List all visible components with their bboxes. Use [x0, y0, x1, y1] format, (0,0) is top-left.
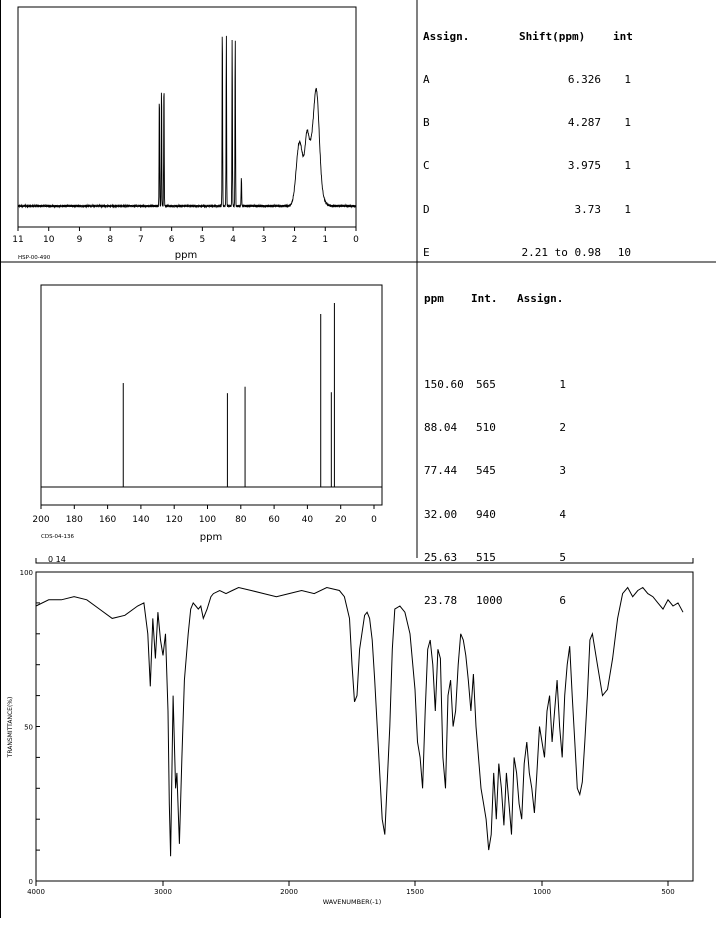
- h-cell: C: [423, 159, 430, 173]
- h-cell: 1: [624, 116, 631, 130]
- c-nmr-code-label: CDS-04-136: [41, 534, 75, 540]
- h-cell: 4.287: [567, 116, 601, 130]
- c-nmr-x-tick-label: 180: [65, 515, 83, 525]
- c-cell: 1000: [476, 593, 503, 607]
- c-nmr-x-tick-label: 60: [268, 515, 280, 525]
- h-nmr-table-header: [423, 30, 633, 44]
- c-nmr-x-axis-label: ppm: [199, 532, 223, 543]
- ir-x-tick-label: 500: [661, 888, 675, 896]
- c-cell: 23.78: [424, 593, 458, 607]
- c-nmr-x-tick-label: 80: [235, 515, 247, 525]
- h-nmr-x-tick-label: 2: [291, 235, 298, 245]
- h-nmr-plot-frame: [18, 7, 356, 227]
- h-cell: 3.73: [574, 202, 601, 216]
- c-nmr-table-row: [424, 378, 566, 392]
- h-nmr-table: [423, 1, 633, 275]
- c-nmr-x-tick-label: 120: [165, 515, 183, 525]
- h-nmr-x-tick-label: 10: [43, 235, 55, 245]
- ir-x-tick-label: 4000: [27, 888, 45, 896]
- c-cell: 3: [559, 464, 566, 478]
- c-col-ppm: ppm: [424, 291, 444, 305]
- ir-x-tick-label: 1500: [406, 888, 424, 896]
- c-nmr-x-tick-label: 100: [198, 515, 217, 525]
- h-cell: E: [423, 245, 430, 259]
- h-nmr-table-row: [423, 159, 633, 173]
- c-nmr-x-tick-label: 20: [334, 515, 347, 525]
- h-nmr-code-label: HSP-00-490: [18, 255, 51, 261]
- h-nmr-x-tick-label: 8: [107, 235, 114, 245]
- ir-y-axis-label: TRANSMITTANCE(%): [7, 696, 14, 758]
- h-cell: 6.326: [567, 73, 601, 87]
- c-cell: 510: [476, 421, 496, 435]
- h-nmr-spectrum-trace: [18, 36, 356, 207]
- c-cell: 1: [559, 377, 566, 391]
- c-cell: 6: [559, 593, 566, 607]
- c-nmr-table-row: [424, 464, 566, 478]
- h-nmr-x-tick-label: 1: [322, 235, 329, 245]
- h-nmr-x-tick-label: 3: [260, 235, 267, 245]
- ir-header-bracket: [36, 558, 693, 563]
- c-cell: 2: [559, 421, 566, 435]
- c-nmr-table-row: [424, 508, 566, 522]
- c-nmr-table: [424, 263, 566, 623]
- ir-y-tick-label: 50: [24, 723, 33, 732]
- c-cell: 545: [476, 464, 496, 478]
- h-cell: A: [423, 73, 430, 87]
- h-cell: D: [423, 202, 430, 216]
- c-nmr-x-tick-label: 40: [301, 515, 314, 525]
- h-nmr-x-tick-label: 5: [199, 235, 206, 245]
- c-nmr-table-row: [424, 421, 566, 435]
- h-nmr-table-row: [423, 246, 633, 260]
- ir-header-text: 0 14: [48, 555, 66, 564]
- h-col-int: int: [613, 29, 633, 43]
- c-cell: 5: [559, 550, 566, 564]
- h-nmr-table-row: [423, 116, 633, 130]
- h-cell: 1: [624, 73, 631, 87]
- h-col-shift: Shift(ppm): [519, 29, 586, 43]
- c-cell: 940: [476, 507, 496, 521]
- ir-x-tick-label: 2000: [280, 888, 298, 896]
- h-cell: 1: [624, 159, 631, 173]
- ir-y-tick-label: 0: [28, 878, 33, 886]
- h-nmr-x-axis-label: ppm: [174, 250, 198, 261]
- c-col-int: Int.: [471, 291, 498, 305]
- c-nmr-table-header: [424, 292, 566, 306]
- ir-spectrum-trace: [36, 588, 683, 857]
- h-nmr-table-row: [423, 203, 633, 217]
- h-nmr-x-tick-label: 9: [76, 235, 83, 245]
- c-nmr-x-tick-label: 0: [371, 515, 377, 525]
- c-nmr-table-row: [424, 594, 566, 608]
- h-cell: 3.975: [567, 159, 601, 173]
- ir-x-axis-label: WAVENUMBER(-1): [322, 898, 382, 906]
- ir-x-tick-label: 3000: [154, 888, 172, 896]
- h-cell: 10: [617, 245, 631, 259]
- c-cell: 565: [476, 377, 496, 391]
- ir-x-tick-label: 1000: [533, 888, 551, 896]
- c-cell: 77.44: [424, 464, 458, 478]
- h-cell: 2.21 to 0.98: [521, 245, 601, 259]
- c-nmr-x-tick-label: 140: [132, 515, 150, 525]
- c-cell: 25.63: [424, 550, 458, 564]
- c-cell: 88.04: [424, 421, 458, 435]
- h-col-assign: Assign.: [423, 29, 470, 43]
- c-cell: 515: [476, 550, 496, 564]
- h-nmr-x-tick-label: 4: [230, 235, 236, 245]
- h-cell: B: [423, 116, 430, 130]
- c-nmr-x-tick-label: 160: [99, 515, 117, 525]
- c-cell: 4: [559, 507, 566, 521]
- c-cell: 32.00: [424, 507, 458, 521]
- h-nmr-x-tick-label: 11: [12, 235, 24, 245]
- h-nmr-x-tick-label: 0: [353, 235, 359, 245]
- c-nmr-x-tick-label: 200: [32, 515, 50, 525]
- h-nmr-table-row: [423, 73, 633, 87]
- c-col-assign: Assign.: [517, 291, 564, 305]
- h-nmr-x-tick-label: 6: [168, 235, 175, 245]
- c-cell: 150.60: [424, 377, 464, 391]
- h-cell: 1: [624, 202, 631, 216]
- ir-y-tick-label: 100: [19, 569, 33, 577]
- h-nmr-x-tick-label: 7: [138, 235, 144, 245]
- c-nmr-table-row: [424, 551, 566, 565]
